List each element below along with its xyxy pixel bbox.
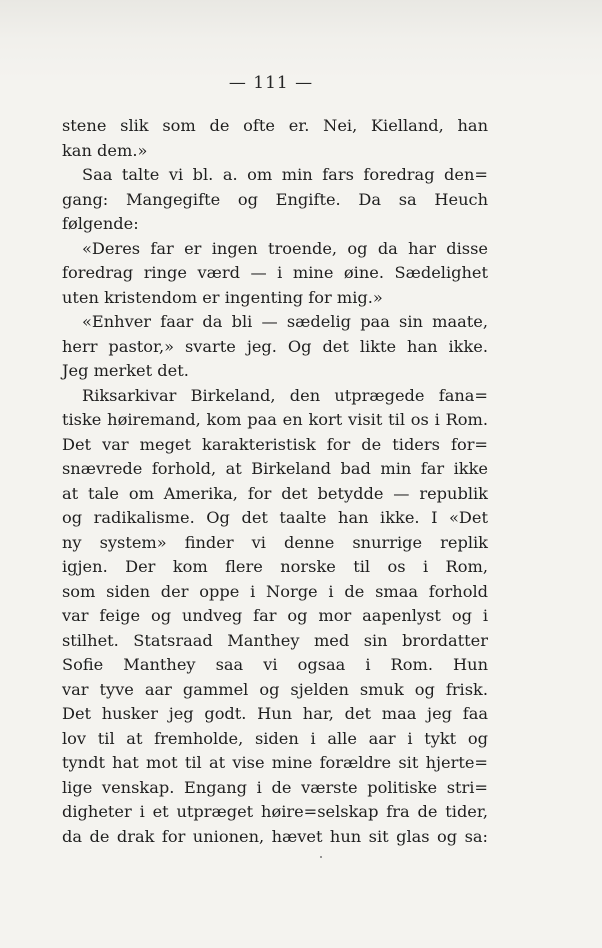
text-line: herr pastor,» svarte jeg. Og det likte han ikke. [62,336,488,356]
text-line: da de drak for unionen, hævet hun sit glas og sa: [62,826,488,846]
text-line: «Deres far er ingen troende, og da har disse [82,238,488,258]
text-line: gang: Mangegifte og Engifte. Da sa Heuch [62,189,488,209]
text-line: Det husker jeg godt. Hun har, det maa jeg faa [62,704,488,723]
text-line: uten kristendom er ingenting for mig.» [62,287,383,307]
text-line: og radikalisme. Og det taalte han ikke. I «Det [62,508,488,527]
page-number: — 111 — [228,73,314,93]
body-text [62,114,488,849]
text-line: Riksarkivar Birkeland, den utprægede fana= [82,385,488,405]
text-line: følgende: [62,214,139,233]
text-line: foredrag ringe værd — i mine øine. Sædelighet [62,263,488,282]
text-line: var feige og undveg far og mor aapenlyst og i [62,606,488,625]
text-line: snævrede forhold, at Birkeland bad min far ikke [62,459,488,478]
text-line: stene slik som de ofte er. Nei, Kielland, han [62,116,488,135]
text-line: lige venskap. Engang i de værste politiske stri= [62,777,488,797]
text-line: tyndt hat mot til at vise mine forældre sit hjerte= [62,753,488,772]
text-line: Saa talte vi bl. a. om min fars foredrag den= [82,165,488,184]
text-line: Det var meget karakteristisk for de tiders for= [62,434,488,454]
text-line: Jeg merket det. [62,361,189,380]
text-line: ny system» finder vi denne snurrige replik [62,532,488,552]
text-line: «Enhver faar da bli — sædelig paa sin maate, [82,312,488,331]
text-line: lov til at fremholde, siden i alle aar i tykt og [62,728,488,748]
text-line: at tale om Amerika, for det betydde — republik [62,483,488,503]
text-line: igjen. Der kom flere norske til os i Rom, [62,557,488,576]
paper-speck [320,856,322,858]
text-line: tiske høiremand, kom paa en kort visit til os i Rom. [62,410,488,429]
text-line: digheter i et utpræget høire=selskap fra de tider, [62,802,488,821]
text-line: var tyve aar gammel og sjelden smuk og frisk. [62,679,488,699]
text-line: som siden der oppe i Norge i de smaa forhold [62,581,488,601]
text-line: kan dem.» [62,140,148,160]
text-line: Sofie Manthey saa vi ogsaa i Rom. Hun [62,655,488,674]
text-line: stilhet. Statsraad Manthey med sin brordatter [62,630,488,650]
